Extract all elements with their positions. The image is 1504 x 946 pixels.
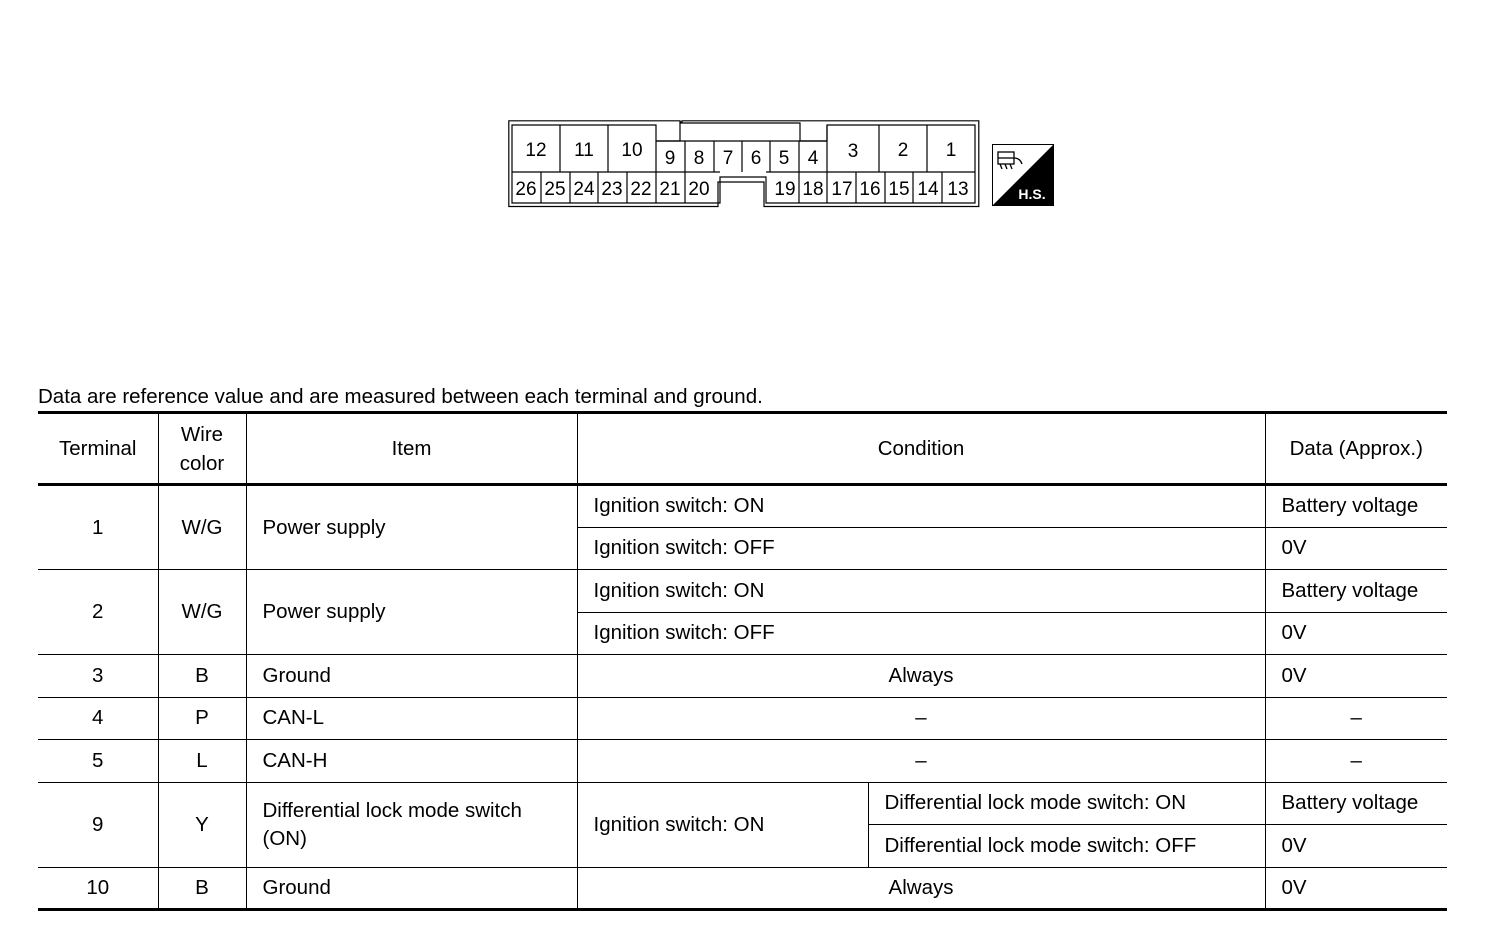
connector-pin-label: 22: [630, 179, 652, 200]
wire-color: L: [158, 740, 246, 783]
table-row: [38, 782, 1447, 825]
connector-pin-label: 10: [621, 140, 643, 161]
connector-pin-label: 16: [859, 179, 881, 200]
data-value: 0V: [1265, 825, 1447, 868]
terminal-number: 4: [38, 697, 158, 740]
reference-note: Data are reference value and are measured between each terminal and ground.: [38, 385, 763, 408]
item-name: Ground: [246, 867, 577, 910]
terminal-number: 3: [38, 655, 158, 698]
data-value: Battery voltage: [1265, 570, 1447, 613]
table-row: [38, 655, 1447, 698]
table-row: [38, 485, 1447, 528]
connector-pin-label: 13: [947, 179, 969, 200]
wire-color: B: [158, 867, 246, 910]
table-row: [38, 570, 1447, 613]
connector-diagram: [508, 120, 980, 208]
connector-pin-label: 3: [847, 141, 859, 162]
connector-pin-label: 14: [917, 179, 939, 200]
condition: Ignition switch: ON: [577, 782, 868, 867]
condition: Ignition switch: ON: [577, 485, 1265, 528]
connector-pin-label: 25: [544, 179, 566, 200]
wire-color: B: [158, 655, 246, 698]
connector-pin-label: 23: [601, 179, 623, 200]
condition: Ignition switch: ON: [577, 570, 1265, 613]
data-value: 0V: [1265, 527, 1447, 570]
connector-pin-label: 4: [807, 148, 819, 169]
harness-side-icon: [992, 144, 1054, 206]
header-data: Data (Approx.): [1265, 413, 1447, 485]
connector-pin-label: 24: [573, 179, 595, 200]
connector-pin-label: 21: [659, 179, 681, 200]
table-row: [38, 740, 1447, 783]
connector-pin-label: 15: [888, 179, 910, 200]
item-name: Power supply: [246, 570, 577, 655]
table-row: [38, 867, 1447, 910]
data-value: –: [1265, 697, 1447, 740]
item-name: CAN-L: [246, 697, 577, 740]
connector-pin-label: 26: [515, 179, 537, 200]
condition: Ignition switch: OFF: [577, 612, 1265, 655]
connector-pin-label: 2: [897, 140, 909, 161]
header-terminal: Terminal: [38, 413, 158, 485]
terminal-data-table: [38, 411, 1447, 911]
data-value: 0V: [1265, 612, 1447, 655]
data-value: Battery voltage: [1265, 485, 1447, 528]
data-value: 0V: [1265, 867, 1447, 910]
wire-color: W/G: [158, 570, 246, 655]
terminal-number: 2: [38, 570, 158, 655]
hs-badge-text: H.S.: [1018, 186, 1046, 202]
terminal-number: 1: [38, 485, 158, 570]
connector-pin-label: 12: [525, 140, 547, 161]
item-name: CAN-H: [246, 740, 577, 783]
connector-pin-label: 9: [664, 148, 676, 169]
condition: –: [577, 697, 1265, 740]
sub-condition: Differential lock mode switch: OFF: [868, 825, 1265, 868]
header-wire-color: Wire color: [158, 413, 246, 485]
terminal-number: 9: [38, 782, 158, 867]
connector-pin-label: 6: [750, 148, 762, 169]
terminal-number: 10: [38, 867, 158, 910]
terminal-number: 5: [38, 740, 158, 783]
connector-pin-label: 18: [802, 179, 824, 200]
header-item: Item: [246, 413, 577, 485]
condition: –: [577, 740, 1265, 783]
table-header-row: [38, 413, 1447, 485]
item-name: Ground: [246, 655, 577, 698]
data-value: Battery voltage: [1265, 782, 1447, 825]
wire-color: W/G: [158, 485, 246, 570]
connector-pin-label: 8: [693, 148, 705, 169]
connector-pin-label: 11: [574, 140, 594, 161]
item-name: Power supply: [246, 485, 577, 570]
connector-pin-label: 1: [945, 140, 957, 161]
data-value: 0V: [1265, 655, 1447, 698]
connector-pin-label: 20: [688, 179, 710, 200]
connector-pin-label: 7: [722, 148, 734, 169]
connector-pin-label: 5: [778, 148, 790, 169]
sub-condition: Differential lock mode switch: ON: [868, 782, 1265, 825]
connector-pin-label: 17: [831, 179, 853, 200]
condition: Always: [577, 867, 1265, 910]
wire-color: Y: [158, 782, 246, 867]
item-name: Differential lock mode switch (ON): [246, 782, 577, 867]
header-condition: Condition: [577, 413, 1265, 485]
connector-pin-label: 19: [774, 179, 796, 200]
wire-color: P: [158, 697, 246, 740]
condition: Always: [577, 655, 1265, 698]
data-value: –: [1265, 740, 1447, 783]
table-row: [38, 697, 1447, 740]
condition: Ignition switch: OFF: [577, 527, 1265, 570]
